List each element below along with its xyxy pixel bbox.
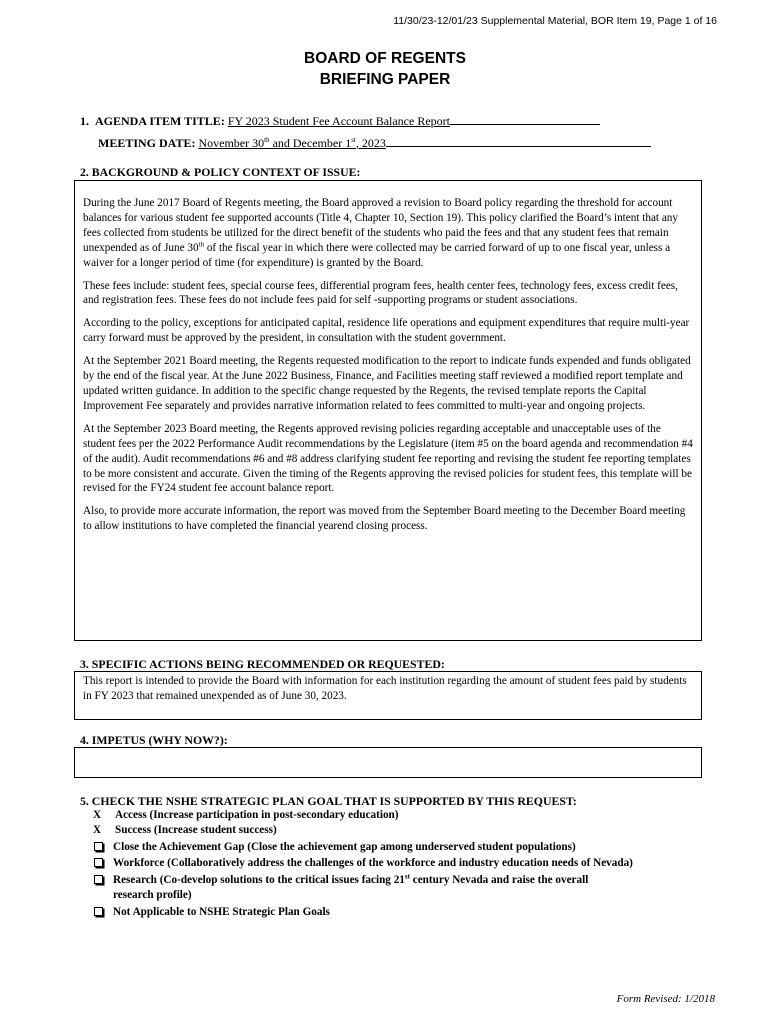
goal-achievement-gap-text: Close the Achievement Gap (Close the achievement gap among underserved student populations) (113, 841, 576, 853)
title-board-of-regents: BOARD OF REGENTS (304, 50, 466, 67)
meeting-date-underline (386, 135, 651, 147)
background-paragraph-2: These fees include: student fees, special course fees, differential program fees, health center fees, technology fees, excess credit fees, and registration fees. These fees do not include fees paid for self -supporting programs or student associations. (83, 279, 678, 307)
goal-achievement-gap-checkbox[interactable] (94, 842, 103, 851)
goal-success (93, 823, 277, 838)
goal-research-text: Research (Co-develop solutions to the critical issues facing 21st century Nevada and raise the overall research profile) (113, 872, 589, 901)
section-5-title: 5. CHECK THE NSHE STRATEGIC PLAN GOAL THAT IS SUPPORTED BY THIS REQUEST: (80, 794, 577, 808)
agenda-title-value: FY 2023 Student Fee Account Balance Report (227, 114, 450, 128)
title-briefing-paper: BRIEFING PAPER (319, 71, 451, 88)
goal-workforce-text: Workforce (Collaboratively address the challenges of the workforce and industry education needs of Nevada) (113, 857, 633, 869)
agenda-item-row (80, 113, 600, 129)
section-2-title: 2. BACKGROUND & POLICY CONTEXT OF ISSUE: (80, 165, 361, 179)
goal-research-checkbox[interactable] (94, 875, 103, 884)
goal-research (93, 873, 588, 903)
agenda-label: AGENDA ITEM TITLE: (95, 114, 225, 128)
form-revised-footer: Form Revised: 1/2018 (616, 993, 715, 1005)
goal-access-text: Access (Increase participation in post-secondary education) (115, 809, 399, 821)
goal-not-applicable-checkbox[interactable] (94, 907, 103, 916)
goal-workforce-checkbox[interactable] (94, 858, 103, 867)
actions-box (74, 671, 702, 720)
section-3-title: 3. SPECIFIC ACTIONS BEING RECOMMENDED OR REQUESTED: (80, 657, 445, 671)
background-box (74, 180, 702, 641)
goal-workforce (93, 856, 633, 871)
goal-success-mark: X (93, 824, 102, 836)
background-paragraph-3: According to the policy, exceptions for anticipated capital, residence life operations and equipment expenditures that require multi-year carry forward must be approved by the president, in consultation with the student government. (83, 317, 690, 345)
goal-access (93, 808, 399, 823)
actions-text: This report is intended to provide the Board with information for each institution regarding the amount of student fees paid by students in FY 2023 that remained unexpended as of June 30, 2023. (83, 675, 687, 702)
meeting-date-label: MEETING DATE: (98, 136, 196, 150)
goal-success-text: Success (Increase student success) (115, 824, 277, 836)
goal-not-applicable (93, 905, 330, 920)
section-4-title: 4. IMPETUS (WHY NOW?): (80, 733, 228, 747)
goal-not-applicable-text: Not Applicable to NSHE Strategic Plan Goals (113, 906, 330, 918)
meeting-date-value: November 30th and December 1st, 2023 (198, 136, 386, 150)
background-paragraph-6: Also, to provide more accurate information, the report was moved from the September Board meeting to the December Board meeting to allow institutions to have completed the financial yearend closing process. (83, 505, 686, 533)
impetus-box (74, 747, 702, 778)
goal-achievement-gap (93, 840, 576, 855)
agenda-underline (450, 113, 600, 125)
goal-research-text-line2: research profile) (113, 889, 192, 901)
meeting-date-row (98, 135, 651, 151)
background-paragraph-4: At the September 2021 Board meeting, the Regents requested modification to the report to indicate funds expended and funds obligated by the end of the fiscal year. At the June 2022 Business, Finance, and Facilities meeting staff reviewed a modified report template and updated written guidance. In addition to the specific change requested by the Regents, the revised template reports the Capital Improvement Fee separately and provides narrative information related to fees committed to multi-year and ongoing projects. (83, 355, 691, 412)
agenda-number: 1. (80, 114, 89, 128)
background-paragraph-1: During the June 2017 Board of Regents meeting, the Board approved a revision to Board policy regarding the threshold for account balances for various student fee supported accounts (Title 4, Chapter 10, Section 19). This policy clarified the Board’s intent that any fees collected from students be utilized for the direct benefit of the students who paid the fees and that any student fees that remain unexpended as of June 30th of the fiscal year in which there were collected may be carried forward of up to one fiscal year, unless a waiver for a longer period of time (for expenditure) is granted by the Board. (83, 197, 678, 269)
header-note: 11/30/23-12/01/23 Supplemental Material, BOR Item 19, Page 1 of 16 (393, 15, 717, 27)
goal-access-mark: X (93, 809, 102, 821)
background-paragraph-5: At the September 2023 Board meeting, the Regents approved revising policies regarding acceptable and unacceptable uses of the student fees per the 2022 Performance Audit recommendations by the Legislature (item #5 on the board agenda and recommendation #4 of the audit). Audit recommendations #6 and #8 address clarifying student fee reporting and revising the student fee reporting templates to be more consistent and accurate. Given the timing of the Regents approving the revised policies for student fees, this template will be revised for the FY24 student fee account balance report. (83, 422, 693, 495)
